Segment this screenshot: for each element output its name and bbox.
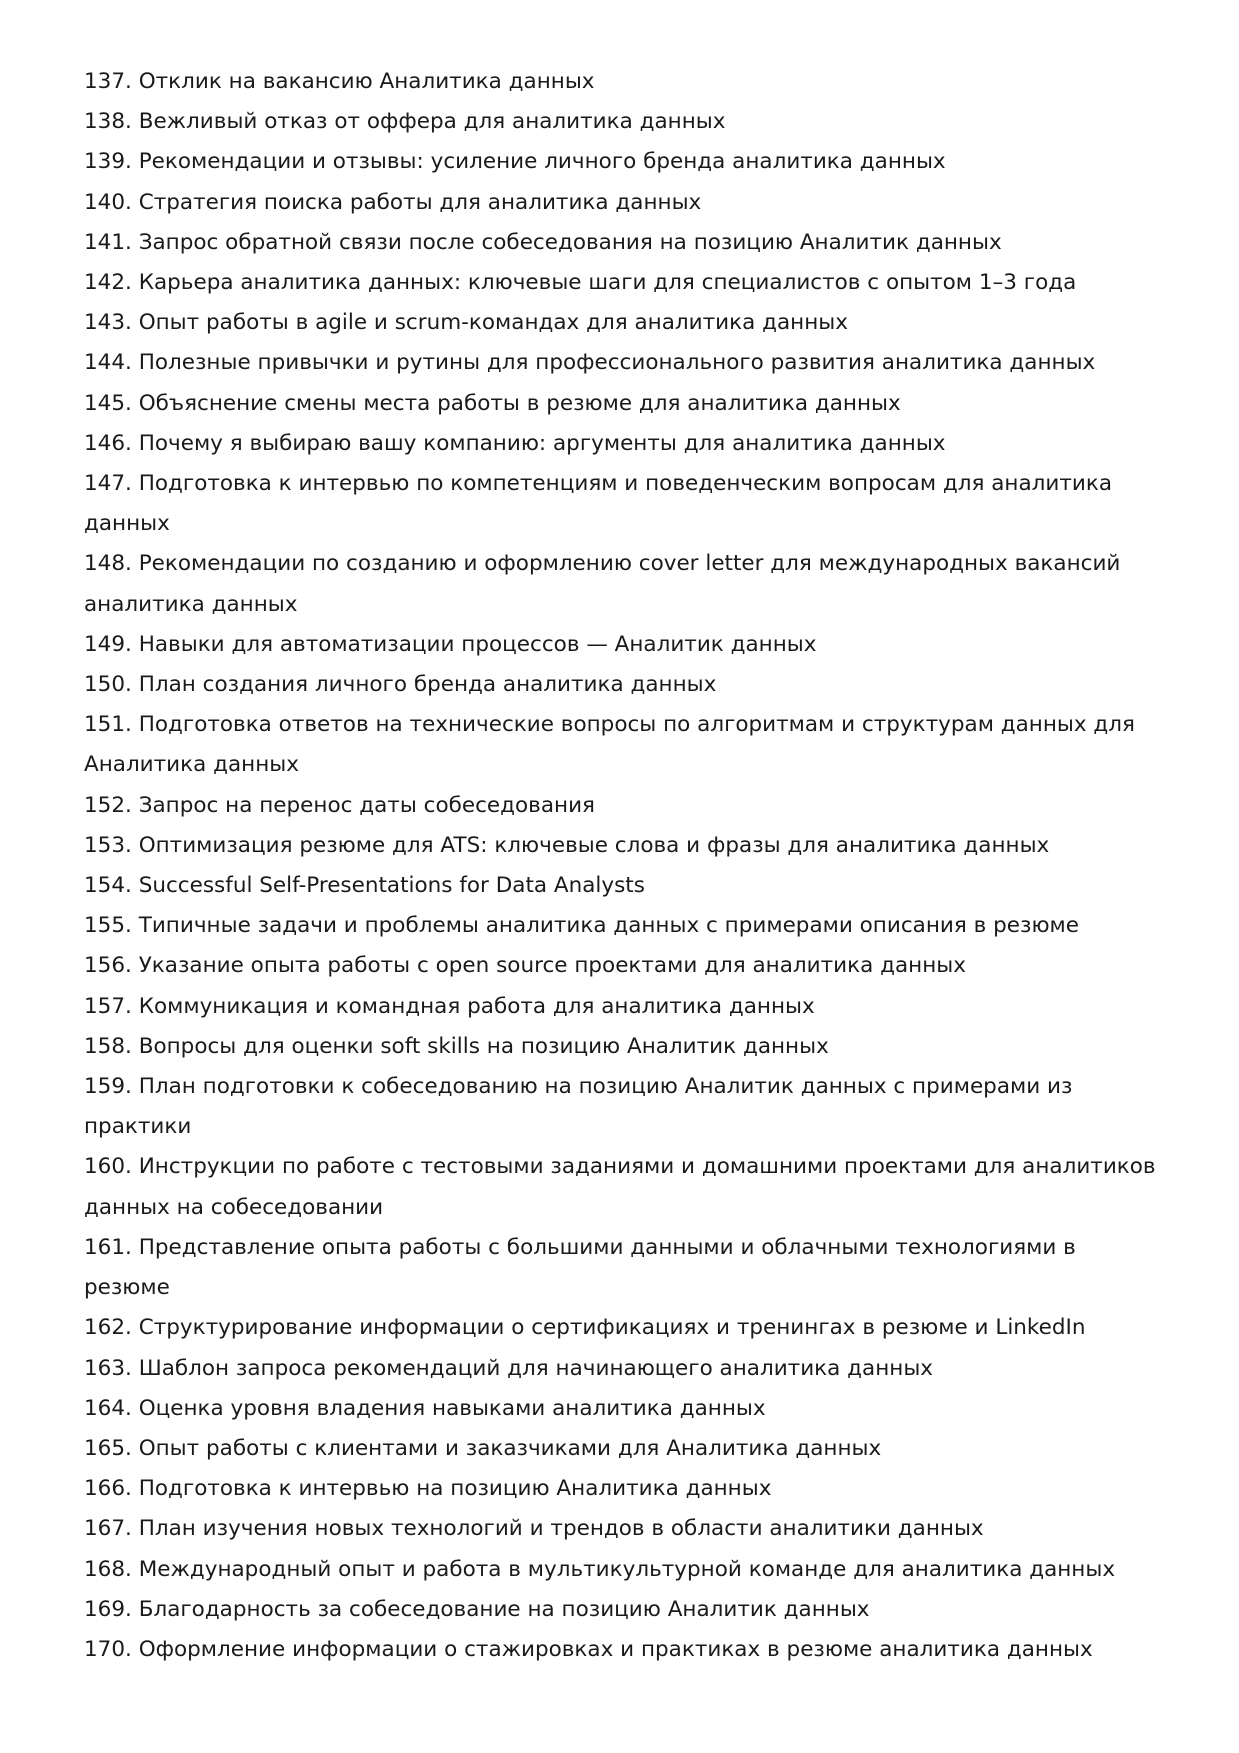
list-item: 161. Представление опыта работы с большими данными и облачными технологиями в резюме (84, 1234, 1076, 1301)
document-page (84, 62, 1164, 1670)
list-item: 163. Шаблон запроса рекомендаций для начинающего аналитика данных (84, 1355, 934, 1381)
list-item: 149. Навыки для автоматизации процессов — Аналитик данных (84, 631, 817, 657)
list-item: 158. Вопросы для оценки soft skills на позицию Аналитик данных (84, 1033, 829, 1059)
list-item: 162. Структурирование информации о сертификациях и тренингах в резюме и LinkedIn (84, 1315, 1086, 1341)
list-item: 152. Запрос на перенос даты собеседования (84, 792, 595, 818)
list-item: 147. Подготовка к интервью по компетенциям и поведенческим вопросам для аналитика данных (84, 471, 1113, 537)
list-item: 168. Международный опыт и работа в мультикультурной команде для аналитика данных (84, 1556, 1116, 1582)
list-item: 165. Опыт работы с клиентами и заказчиками для Аналитика данных (84, 1435, 882, 1461)
list-item: 144. Полезные привычки и рутины для профессионального развития аналитика данных (84, 350, 1096, 376)
list-item: 157. Коммуникация и командная работа для аналитика данных (84, 993, 815, 1019)
list-item: 169. Благодарность за собеседование на позицию Аналитик данных (84, 1596, 870, 1622)
list-item: 166. Подготовка к интервью на позицию Аналитика данных (84, 1476, 772, 1502)
list-item: 139. Рекомендации и отзывы: усиление личного бренда аналитика данных (84, 149, 946, 175)
list-item: 154. Successful Self-Presentations for Data Analysts (84, 873, 645, 899)
list-item: 138. Вежливый отказ от оффера для аналитика данных (84, 109, 726, 135)
list-item: 150. План создания личного бренда аналитика данных (84, 672, 717, 698)
list-item: 148. Рекомендации по созданию и оформлению cover letter для международных вакансий аналитика данных (84, 551, 1121, 617)
list-item: 137. Отклик на вакансию Аналитика данных (84, 69, 595, 94)
list-item: 143. Опыт работы в agile и scrum-командах для аналитика данных (84, 310, 848, 336)
list-item: 140. Стратегия поиска работы для аналитика данных (84, 189, 702, 215)
list-item: 167. План изучения новых технологий и трендов в области аналитики данных (84, 1516, 984, 1542)
list-item: 156. Указание опыта работы с open source проектами для аналитика данных (84, 953, 966, 979)
list-item: 153. Оптимизация резюме для ATS: ключевые слова и фразы для аналитика данных (84, 832, 1050, 858)
list-item: 164. Оценка уровня владения навыками аналитика данных (84, 1395, 766, 1421)
list-item: 142. Карьера аналитика данных: ключевые шаги для специалистов с опытом 1–3 года (84, 270, 1077, 296)
list-item: 141. Запрос обратной связи после собеседования на позицию Аналитик данных (84, 229, 1002, 255)
list-item: 145. Объяснение смены места работы в резюме для аналитика данных (84, 390, 901, 416)
list-item: 146. Почему я выбираю вашу компанию: аргументы для аналитика данных (84, 430, 946, 456)
list-item: 170. Оформление информации о стажировках и практиках в резюме аналитика данных (84, 1636, 1093, 1662)
list-item: 159. План подготовки к собеседованию на позицию Аналитик данных с примерами из практики (84, 1074, 1073, 1140)
list-item: 160. Инструкции по работе с тестовыми заданиями и домашними проектами для аналитиков данных на собеседовании (84, 1154, 1156, 1220)
list-item: 151. Подготовка ответов на технические вопросы по алгоритмам и структурам данных для Аналитика данных (84, 712, 1135, 778)
list-item: 155. Типичные задачи и проблемы аналитика данных с примерами описания в резюме (84, 913, 1079, 939)
